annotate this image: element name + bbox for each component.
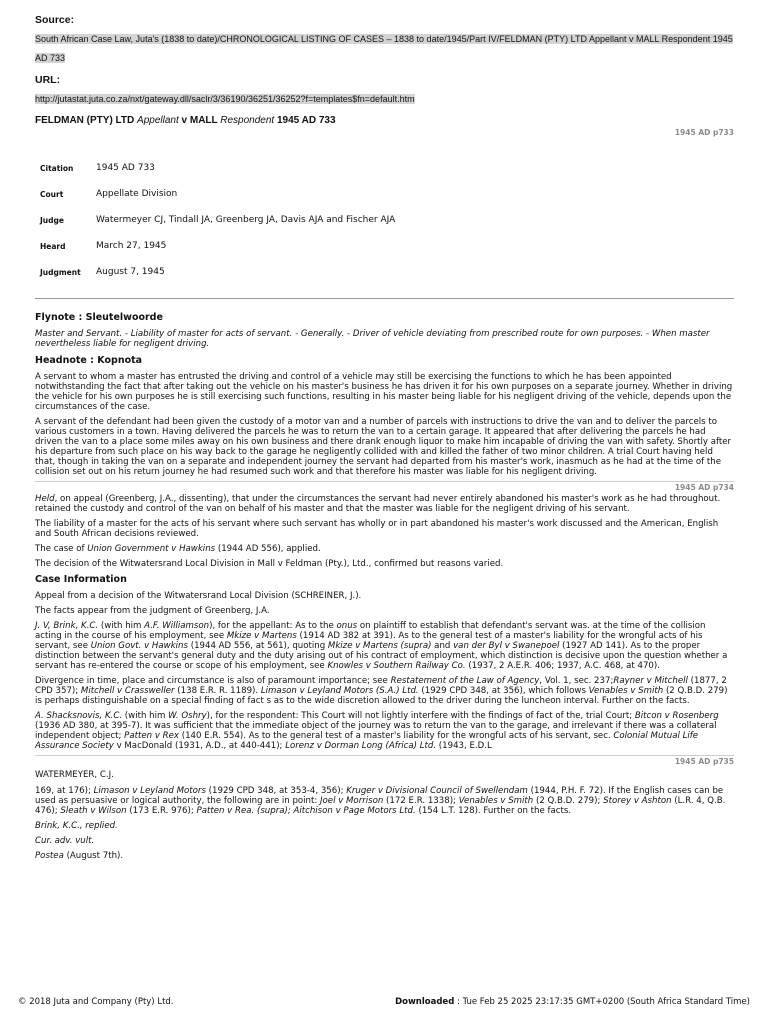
judgment-paragraph: 169, at 176); Limason v Leyland Motors (1929 CPD 348, at 353-4, 356); Kruger v Divisional Council of Swellendam (1944, P.H. F. 72). If the English cases can be used as persuasive or logical authority, the following are in point: Joel v Morrison (172 E.R. 1338); Venables v Smith (2 Q.B.D. 279); Storey v Ashton (L.R. 4, Q.B. 476); Sleath v Wilson (173 E.R. 976); Patten v Rea. (supra); Aitchison v Page Motors Ltd. (154 L.T. 128). Further on the facts. bbox=[35, 786, 726, 816]
meta-row-court bbox=[40, 181, 395, 207]
party2: MALL bbox=[189, 115, 218, 126]
judgment-paragraph: Brink, K.C., replied. bbox=[35, 821, 118, 831]
role2: Respondent bbox=[220, 115, 275, 126]
caseinfo-paragraph: Appeal from a decision of the Witwatersrand Local Division (SCHREINER, J.). bbox=[35, 591, 362, 601]
headnote-paragraph: The liability of a master for the acts of his servant where such servant has wholly or in part abandoned his master's work discussed and the American, English and South African decisions reviewed. bbox=[35, 519, 719, 539]
headnote-heading: Headnote : Kopnota bbox=[35, 355, 143, 366]
source-block bbox=[35, 14, 734, 65]
headnote-paragraph: The case of Union Government v Hawkins (1944 AD 556), applied. bbox=[35, 544, 321, 554]
document-page bbox=[35, 14, 734, 861]
meta-row-heard bbox=[40, 233, 395, 259]
meta-row-citation bbox=[40, 155, 395, 181]
meta-row-judge bbox=[40, 207, 395, 233]
meta-label: Heard bbox=[40, 241, 66, 251]
source-label: Source: bbox=[35, 14, 75, 26]
case-title bbox=[35, 115, 734, 126]
caseinfo-paragraph: A. Shacksnovis, K.C. (with him W. Oshry), for the respondent: This Court will not lightly interfere with the findings of fact of the, trial Court; Bitcon v Rosenberg (1936 AD 380, at 395-7). It was sufficient that the immediate object of the journey was to return the van to the garage, and irrelevant if there was a collateral independent object; Patten v Rex (140 E.R. 554). As to the general test of a master's liability for the wrongful acts of his servant, sec. Colonial Mutual Life Assurance Society v MacDonald (1931, A.D., at 440-441); Lorenz v Dorman Long (Africa) Ltd. (1943, E.D.L bbox=[35, 711, 719, 751]
page-reference: 1945 AD p734 bbox=[674, 483, 734, 492]
url-link[interactable]: http://jutastat.juta.co.za/nxt/gateway.dll/saclr/3/36190/36251/36252?f=templates$fn=default.htm bbox=[35, 94, 415, 104]
source-text[interactable]: South African Case Law, Juta's (1838 to date)/CHRONOLOGICAL LISTING OF CASES – 1838 to date/1945/Part IV/FELDMAN (PTY) LTD Appellant v MALL Respondent 1945 AD 733 bbox=[35, 34, 733, 63]
meta-row-judgment bbox=[40, 259, 395, 285]
headnote-paragraph: The decision of the Witwatersrand Local Division in Mall v Feldman (Pty.), Ltd., confirmed but reasons varied. bbox=[35, 559, 504, 569]
meta-label: Judge bbox=[40, 215, 64, 225]
meta-label: Citation bbox=[40, 163, 74, 173]
footer-download-info: Downloaded : Tue Feb 25 2025 23:17:35 GMT+0200 (South Africa Standard Time) bbox=[395, 997, 750, 1007]
url-label: URL: bbox=[35, 74, 61, 86]
caseinfo-paragraph: J. V, Brink, K.C. (with him A.F. Williamson), for the appellant: As to the onus on plaintiff to establish that defendant's servant was. at the time of the collision acting in the course of his employment, see Mkize v Martens (1914 AD 382 at 391). As to the general test of a master's liability for the wrongful acts of his servant, see Union Govt. v Hawkins (1944 AD 556, at 561), quoting Mkize v Martens (supra) and van der Byl v Swanepoel (1927 AD 141). As to the proper distinction between the servant's general duty and the duty arising out of his contract of employment, which distinction is decisive upon the question whether a servant has re-entered the course or scope of his employment, see Knowles v Southern Railway Co. (1937, 2 A.E.R. 406; 1937, A.C. 468, at 470). bbox=[35, 621, 728, 671]
footer-copyright: © 2018 Juta and Company (Pty) Ltd. bbox=[18, 997, 174, 1007]
case-information-heading: Case Information bbox=[35, 574, 127, 585]
role1: Appellant bbox=[137, 115, 179, 126]
versus: v bbox=[181, 115, 188, 126]
meta-label: Court bbox=[40, 189, 64, 199]
caseinfo-paragraph: The facts appear from the judgment of Greenberg, J.A. bbox=[35, 606, 270, 616]
case-citation: 1945 AD 733 bbox=[276, 115, 336, 126]
flynote-heading: Flynote : Sleutelwoorde bbox=[35, 312, 163, 323]
page-reference: 1945 AD p733 bbox=[674, 128, 734, 137]
headnote-paragraph: Held, on appeal (Greenberg, J.A., dissenting), that under the circumstances the servant had never entirely abandoned his master's work as he had throughout. retained the custody and control of the van on behalf of his master and that the master was liable for the negligent driving of his servant. bbox=[35, 494, 721, 514]
flynote-text: Master and Servant. - Liability of master for acts of servant. - Generally. - Driver of vehicle deviating from prescribed route for own purposes. - When master nevertheless liable for negligent driving. bbox=[35, 329, 710, 349]
meta-value: August 7, 1945 bbox=[96, 267, 165, 277]
judge-heading: WATERMEYER, C.J. bbox=[35, 770, 114, 780]
meta-label: Judgment bbox=[40, 267, 81, 277]
meta-value: Watermeyer CJ, Tindall JA, Greenberg JA, Davis AJA and Fischer AJA bbox=[96, 215, 396, 225]
judgment-paragraph: Cur. adv. vult. bbox=[35, 836, 95, 846]
caseinfo-paragraph: Divergence in time, place and circumstance is also of paramount importance; see Restatement of the Law of Agency, Vol. 1, sec. 237;Rayner v Mitchell (1877, 2 CPD 357); Mitchell v Crassweller (138 E.R. R. 1189). Limason v Leyland Motors (S.A.) Ltd. (1929 CPD 348, at 356), which follows Venables v Smith (2 Q.B.D. 279) is perhaps distinguishable on a special finding of fact s as to the wide discretion allowed to the driver during the luncheon interval. Further on the facts. bbox=[35, 676, 728, 706]
meta-value: March 27, 1945 bbox=[96, 241, 167, 251]
page-divider bbox=[35, 755, 734, 756]
meta-value: Appellate Division bbox=[96, 189, 178, 199]
judgment-paragraph: Postea (August 7th). bbox=[35, 851, 124, 861]
case-metadata-table bbox=[40, 155, 395, 285]
headnote-paragraph: A servant to whom a master has entrusted the driving and control of a vehicle may still be exercising the functions to which he has been appointed notwithstanding the fact that after taking out the vehicle on his master's business he has driven it for his own purposes on a separate journey. Whether in driving the vehicle for his own purposes he is still exercising such functions, resulting in his master being liable for his negligent driving of the vehicle, depends upon the circumstances of the case. bbox=[35, 372, 733, 412]
meta-value: 1945 AD 733 bbox=[96, 163, 155, 173]
url-block bbox=[35, 74, 734, 106]
party1: FELDMAN (PTY) LTD bbox=[35, 115, 135, 126]
page-reference: 1945 AD p735 bbox=[674, 757, 734, 766]
page-divider bbox=[35, 481, 734, 482]
headnote-paragraph: A servant of the defendant had been given the custody of a motor van and a number of parcels with instructions to drive the van and to deliver the parcels to various customers in a town. Having delivered the parcels he was to return the van to a certain garage. It appeared that after delivering the parcels he had driven the van to a place some miles away on his own business and there drank enough liquor to make him incapable of driving the van with safety. Shortly after his departure from such place on his way back to the garage he negligently collided with and killed the father of two minor children. A trial Court having held that, though in taking the van on a separate and independent journey the servant had departed from his master's work, inasmuch as he had at the time of the collision set out on his return journey he had resumed such work and that therefore his master was liable for his negligent driving. bbox=[35, 417, 732, 477]
